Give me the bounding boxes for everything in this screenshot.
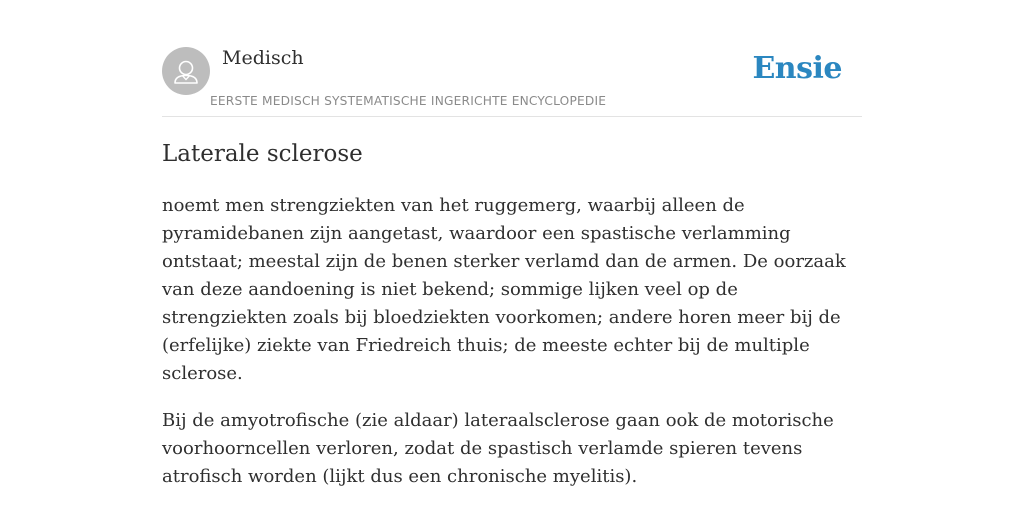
article-title: Laterale sclerose: [162, 141, 363, 167]
site-subtitle: EERSTE MEDISCH SYSTEMATISCHE INGERICHTE ENCYCLOPEDIE: [210, 94, 607, 108]
article-paragraph-1: noemt men strengziekten van het ruggemerg, waarbij alleen de pyramidebanen zijn aangetast, waardoor een spastische verlamming ontstaat; meestal zijn de benen sterker verlamd dan de armen. De oorzaak van deze aandoening is niet bekend; sommige lijken veel op de strengziekten zoals bij bloedziekten voorkomen; andere horen meer bij de (erfelijke) ziekte van Friedreich thuis; de meeste echter bij de multiple sclerose.: [162, 195, 846, 384]
ensie-logo[interactable]: Ensie: [752, 51, 842, 86]
header: [162, 0, 862, 117]
article-paragraph-2: Bij de amyotrofische (zie aldaar) lateraalsclerose gaan ook de motorische voorhoorncellen verloren, zodat de spastisch verlamde spieren tevens atrofisch worden (lijkt dus een chronische myelitis).: [162, 410, 834, 487]
category-link[interactable]: Medisch: [222, 47, 304, 69]
page: [162, 0, 862, 487]
user-avatar-icon[interactable]: [162, 47, 210, 95]
article-content: [162, 192, 862, 510]
